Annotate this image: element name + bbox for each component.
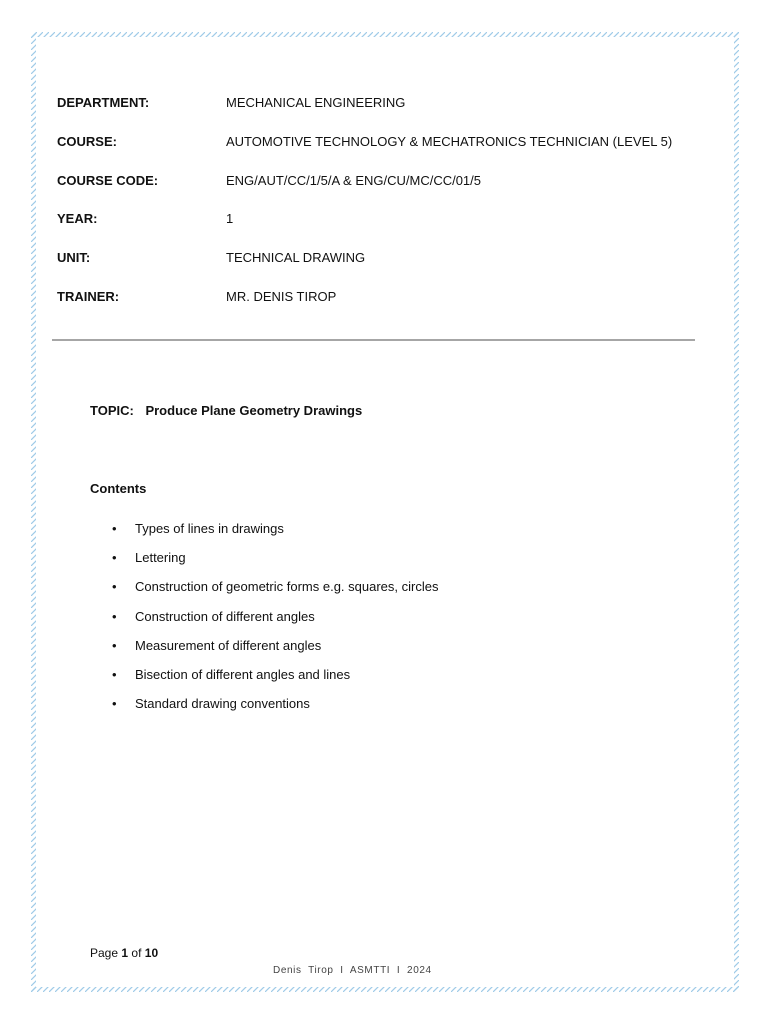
list-item-text: Lettering — [135, 550, 186, 566]
unit-value: TECHNICAL DRAWING — [226, 250, 366, 265]
bullet-icon: • — [112, 550, 117, 566]
year-value: 1 — [226, 211, 234, 226]
bullet-icon: • — [112, 521, 117, 536]
list-item-text: Types of lines in drawings — [135, 521, 284, 536]
bullet-icon: • — [112, 608, 117, 624]
trainer-label: TRAINER: — [57, 289, 120, 304]
section-divider — [52, 339, 695, 341]
list-item-text: Standard drawing conventions — [135, 696, 310, 712]
page-total: 10 — [144, 946, 159, 960]
topic-line — [90, 403, 362, 418]
list-item-text: Measurement of different angles — [135, 637, 322, 653]
course-label: COURSE: — [57, 134, 117, 149]
unit-label: UNIT: — [57, 250, 91, 265]
page-number — [90, 946, 158, 960]
topic-label: TOPIC: — [90, 403, 134, 418]
course-code-label: COURSE CODE: — [57, 173, 159, 188]
bullet-icon: • — [112, 696, 117, 712]
page-of: of — [131, 946, 142, 960]
bullet-icon: • — [112, 637, 117, 653]
list-item-text: Bisection of different angles and lines — [135, 666, 351, 682]
list-item-text: Construction of geometric forms e.g. squares, circles — [135, 579, 439, 595]
course-code-value: ENG/AUT/CC/1/5/A & ENG/CU/MC/CC/01/5 — [226, 173, 482, 188]
trainer-value: MR. DENIS TIROP — [226, 289, 337, 304]
bullet-icon: • — [112, 666, 117, 682]
department-label: DEPARTMENT: — [57, 95, 150, 110]
bullet-icon: • — [112, 579, 117, 595]
page-current: 1 — [121, 946, 129, 960]
course-value: AUTOMOTIVE TECHNOLOGY & MECHATRONICS TECHNICIAN (LEVEL 5) — [226, 134, 673, 149]
list-item-text: Construction of different angles — [135, 608, 315, 624]
year-label: YEAR: — [57, 211, 98, 226]
department-value: MECHANICAL ENGINEERING — [226, 95, 406, 110]
topic-title: Produce Plane Geometry Drawings — [145, 403, 363, 418]
footer-author-line: Denis Tirop I ASMTTI I 2024 — [273, 965, 432, 976]
page-prefix: Page — [90, 946, 119, 960]
contents-heading: Contents — [90, 481, 147, 496]
